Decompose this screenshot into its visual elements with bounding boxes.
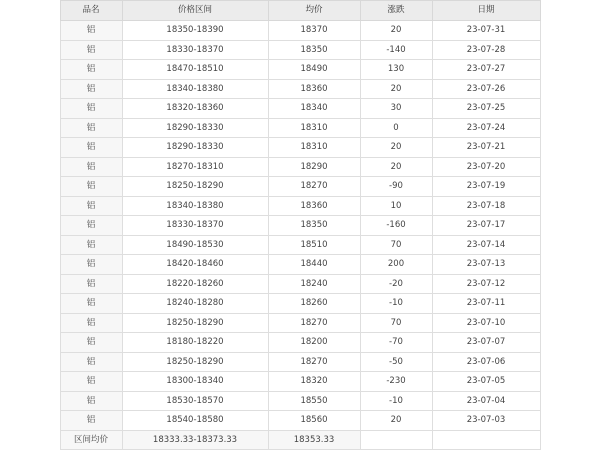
table-row — [60, 21, 540, 41]
cell-change: -50 — [360, 352, 432, 372]
cell-name: 铝 — [60, 294, 122, 314]
cell-price-range: 18290-18330 — [122, 138, 268, 158]
column-header-date: 日期 — [432, 1, 540, 21]
cell-date: 23-07-27 — [432, 60, 540, 80]
cell-change: 130 — [360, 60, 432, 80]
cell-price-range: 18240-18280 — [122, 294, 268, 314]
summary-label: 区间均价 — [60, 430, 122, 450]
cell-date: 23-07-11 — [432, 294, 540, 314]
cell-date: 23-07-28 — [432, 40, 540, 60]
cell-change: -140 — [360, 40, 432, 60]
cell-date: 23-07-21 — [432, 138, 540, 158]
table-row — [60, 235, 540, 255]
cell-price-range: 18330-18370 — [122, 216, 268, 236]
cell-change: -230 — [360, 372, 432, 392]
cell-name: 铝 — [60, 138, 122, 158]
cell-price-range: 18470-18510 — [122, 60, 268, 80]
cell-name: 铝 — [60, 235, 122, 255]
cell-average-price: 18290 — [268, 157, 360, 177]
cell-average-price: 18340 — [268, 99, 360, 119]
aluminium-price-table — [60, 0, 541, 450]
table-row — [60, 391, 540, 411]
table-row — [60, 274, 540, 294]
cell-price-range: 18250-18290 — [122, 313, 268, 333]
cell-change: 20 — [360, 138, 432, 158]
cell-date: 23-07-17 — [432, 216, 540, 236]
table-row — [60, 372, 540, 392]
cell-change: 0 — [360, 118, 432, 138]
cell-change: 200 — [360, 255, 432, 275]
cell-date: 23-07-13 — [432, 255, 540, 275]
summary-price-range: 18333.33-18373.33 — [122, 430, 268, 450]
cell-date: 23-07-10 — [432, 313, 540, 333]
cell-average-price: 18260 — [268, 294, 360, 314]
cell-average-price: 18270 — [268, 313, 360, 333]
cell-name: 铝 — [60, 177, 122, 197]
cell-name: 铝 — [60, 274, 122, 294]
cell-average-price: 18350 — [268, 216, 360, 236]
cell-name: 铝 — [60, 21, 122, 41]
cell-change: -10 — [360, 391, 432, 411]
cell-price-range: 18290-18330 — [122, 118, 268, 138]
cell-average-price: 18310 — [268, 138, 360, 158]
cell-average-price: 18350 — [268, 40, 360, 60]
column-header-price-range: 价格区间 — [122, 1, 268, 21]
header-row — [60, 1, 540, 21]
summary-row — [60, 430, 540, 450]
table-row — [60, 313, 540, 333]
cell-average-price: 18510 — [268, 235, 360, 255]
table-row — [60, 255, 540, 275]
cell-change: -160 — [360, 216, 432, 236]
table-row — [60, 157, 540, 177]
cell-average-price: 18360 — [268, 79, 360, 99]
cell-average-price: 18270 — [268, 177, 360, 197]
cell-average-price: 18490 — [268, 60, 360, 80]
cell-price-range: 18490-18530 — [122, 235, 268, 255]
cell-average-price: 18310 — [268, 118, 360, 138]
cell-change: 20 — [360, 157, 432, 177]
cell-change: 30 — [360, 99, 432, 119]
cell-name: 铝 — [60, 313, 122, 333]
cell-change: 20 — [360, 79, 432, 99]
cell-name: 铝 — [60, 372, 122, 392]
summary-change — [360, 430, 432, 450]
cell-price-range: 18540-18580 — [122, 411, 268, 431]
cell-date: 23-07-12 — [432, 274, 540, 294]
cell-change: -20 — [360, 274, 432, 294]
cell-date: 23-07-26 — [432, 79, 540, 99]
cell-price-range: 18350-18390 — [122, 21, 268, 41]
cell-name: 铝 — [60, 352, 122, 372]
cell-date: 23-07-25 — [432, 99, 540, 119]
table-row — [60, 138, 540, 158]
cell-average-price: 18550 — [268, 391, 360, 411]
cell-price-range: 18180-18220 — [122, 333, 268, 353]
cell-change: -10 — [360, 294, 432, 314]
cell-average-price: 18560 — [268, 411, 360, 431]
cell-date: 23-07-31 — [432, 21, 540, 41]
cell-change: 10 — [360, 196, 432, 216]
cell-date: 23-07-14 — [432, 235, 540, 255]
cell-price-range: 18530-18570 — [122, 391, 268, 411]
cell-average-price: 18440 — [268, 255, 360, 275]
cell-price-range: 18220-18260 — [122, 274, 268, 294]
cell-date: 23-07-03 — [432, 411, 540, 431]
summary-date — [432, 430, 540, 450]
table-row — [60, 411, 540, 431]
cell-name: 铝 — [60, 118, 122, 138]
table-body — [60, 21, 540, 450]
table-row — [60, 294, 540, 314]
cell-name: 铝 — [60, 196, 122, 216]
cell-name: 铝 — [60, 391, 122, 411]
table-row — [60, 79, 540, 99]
table-row — [60, 40, 540, 60]
table-row — [60, 352, 540, 372]
table-row — [60, 99, 540, 119]
cell-change: 70 — [360, 235, 432, 255]
cell-name: 铝 — [60, 79, 122, 99]
cell-name: 铝 — [60, 333, 122, 353]
cell-price-range: 18250-18290 — [122, 177, 268, 197]
cell-price-range: 18320-18360 — [122, 99, 268, 119]
table-header — [60, 1, 540, 21]
cell-price-range: 18340-18380 — [122, 196, 268, 216]
cell-name: 铝 — [60, 216, 122, 236]
column-header-average-price: 均价 — [268, 1, 360, 21]
cell-date: 23-07-04 — [432, 391, 540, 411]
cell-price-range: 18250-18290 — [122, 352, 268, 372]
cell-average-price: 18200 — [268, 333, 360, 353]
cell-name: 铝 — [60, 99, 122, 119]
table-row — [60, 118, 540, 138]
cell-date: 23-07-05 — [432, 372, 540, 392]
cell-name: 铝 — [60, 60, 122, 80]
cell-date: 23-07-20 — [432, 157, 540, 177]
cell-average-price: 18270 — [268, 352, 360, 372]
cell-date: 23-07-24 — [432, 118, 540, 138]
table-row — [60, 333, 540, 353]
cell-name: 铝 — [60, 40, 122, 60]
cell-name: 铝 — [60, 411, 122, 431]
column-header-name: 品名 — [60, 1, 122, 21]
cell-average-price: 18370 — [268, 21, 360, 41]
table-row — [60, 177, 540, 197]
cell-average-price: 18360 — [268, 196, 360, 216]
cell-average-price: 18240 — [268, 274, 360, 294]
cell-change: 20 — [360, 21, 432, 41]
cell-price-range: 18330-18370 — [122, 40, 268, 60]
cell-date: 23-07-06 — [432, 352, 540, 372]
cell-date: 23-07-19 — [432, 177, 540, 197]
cell-change: 20 — [360, 411, 432, 431]
cell-price-range: 18420-18460 — [122, 255, 268, 275]
cell-name: 铝 — [60, 157, 122, 177]
cell-price-range: 18300-18340 — [122, 372, 268, 392]
table-row — [60, 216, 540, 236]
cell-price-range: 18270-18310 — [122, 157, 268, 177]
table-row — [60, 196, 540, 216]
cell-date: 23-07-18 — [432, 196, 540, 216]
column-header-change: 涨跌 — [360, 1, 432, 21]
cell-average-price: 18320 — [268, 372, 360, 392]
cell-name: 铝 — [60, 255, 122, 275]
cell-date: 23-07-07 — [432, 333, 540, 353]
summary-average-price: 18353.33 — [268, 430, 360, 450]
cell-change: -70 — [360, 333, 432, 353]
cell-change: -90 — [360, 177, 432, 197]
cell-price-range: 18340-18380 — [122, 79, 268, 99]
cell-change: 70 — [360, 313, 432, 333]
table-row — [60, 60, 540, 80]
